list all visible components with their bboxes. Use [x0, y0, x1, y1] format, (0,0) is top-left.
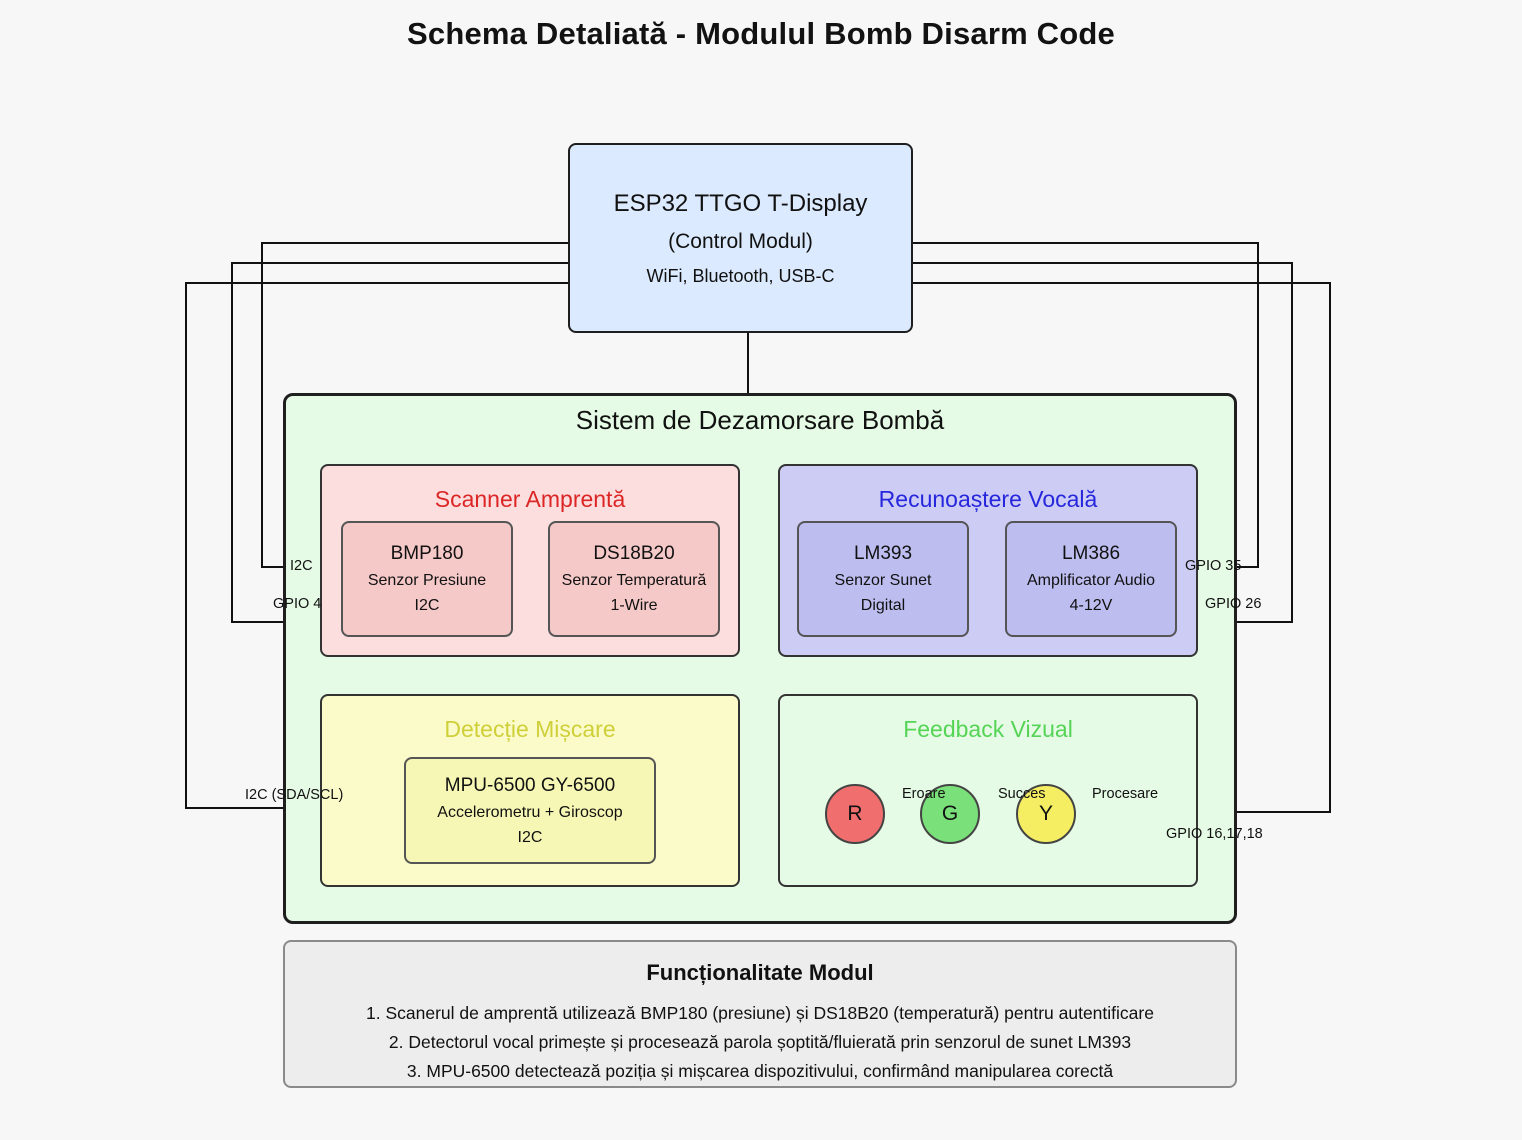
lm386-bus: 4-12V	[1069, 597, 1113, 614]
group-title-motion: Detecție Mișcare	[444, 716, 616, 742]
group-title-voice: Recunoaștere Vocală	[878, 486, 1098, 512]
led-error-letter: R	[847, 802, 863, 825]
group-title-scanner: Scanner Amprentă	[434, 486, 626, 512]
lm393-bus: Digital	[860, 597, 906, 614]
component-ds18b20[interactable]	[548, 521, 720, 637]
system-title: Sistem de Dezamorsare Bombă	[575, 405, 945, 435]
wire-label-i2c-sda-scl: I2C (SDA/SCL)	[245, 787, 344, 803]
component-lm393[interactable]	[797, 521, 969, 637]
functionality-line-3: 3. MPU-6500 detectează poziția și mișcarea dispozitivului, confirmând manipularea corectă	[406, 1061, 1114, 1081]
led-success-letter: G	[941, 802, 959, 825]
esp32-controller-box[interactable]	[568, 143, 913, 333]
ds18b20-name: DS18B20	[593, 543, 675, 564]
wire-label-gpio35: GPIO 35	[1185, 558, 1242, 574]
component-mpu6500[interactable]	[404, 757, 656, 864]
bmp180-desc: Senzor Presiune	[367, 572, 487, 589]
lm393-name: LM393	[853, 543, 913, 564]
mpu6500-name: MPU-6500 GY-6500	[444, 774, 616, 796]
functionality-title: Funcționalitate Modul	[646, 960, 874, 985]
ds18b20-desc: Senzor Temperatură	[561, 572, 707, 589]
functionality-line-2: 2. Detectorul vocal primește și procesează parola șoptită/fluierată prin senzorul de sunet LM393	[388, 1032, 1132, 1052]
led-error-label: Eroare	[902, 786, 946, 802]
bmp180-bus: I2C	[414, 597, 440, 614]
bmp180-name: BMP180	[390, 543, 464, 564]
lm386-desc: Amplificator Audio	[1026, 572, 1156, 589]
group-title-feedback: Feedback Vizual	[903, 716, 1073, 742]
lm386-name: LM386	[1061, 543, 1121, 564]
component-lm386[interactable]	[1005, 521, 1177, 637]
wire-label-gpio4: GPIO 4	[273, 596, 322, 612]
lm393-desc: Senzor Sunet	[834, 572, 932, 589]
component-bmp180[interactable]	[341, 521, 513, 637]
wire-label-gpio26: GPIO 26	[1205, 596, 1262, 612]
led-error[interactable]	[825, 784, 885, 844]
wire-label-gpio161718: GPIO 16,17,18	[1166, 826, 1263, 842]
page-title: Schema Detaliată - Modulul Bomb Disarm Code	[407, 16, 1115, 51]
ds18b20-bus: 1-Wire	[610, 597, 658, 614]
wire-label-i2c: I2C	[290, 558, 313, 574]
esp32-role: (Control Modul)	[668, 229, 813, 253]
mpu6500-desc: Accelerometru + Giroscop	[437, 803, 623, 821]
led-processing-letter: Y	[1038, 802, 1053, 825]
led-processing-label: Procesare	[1092, 786, 1159, 802]
esp32-name: ESP32 TTGO T-Display	[613, 189, 868, 217]
functionality-line-1: 1. Scanerul de amprentă utilizează BMP180 (presiune) și DS18B20 (temperatură) pentru autentificare	[366, 1003, 1154, 1023]
esp32-features: WiFi, Bluetooth, USB-C	[646, 265, 835, 286]
led-success-label: Succes	[998, 786, 1046, 802]
mpu6500-bus: I2C	[517, 828, 543, 846]
